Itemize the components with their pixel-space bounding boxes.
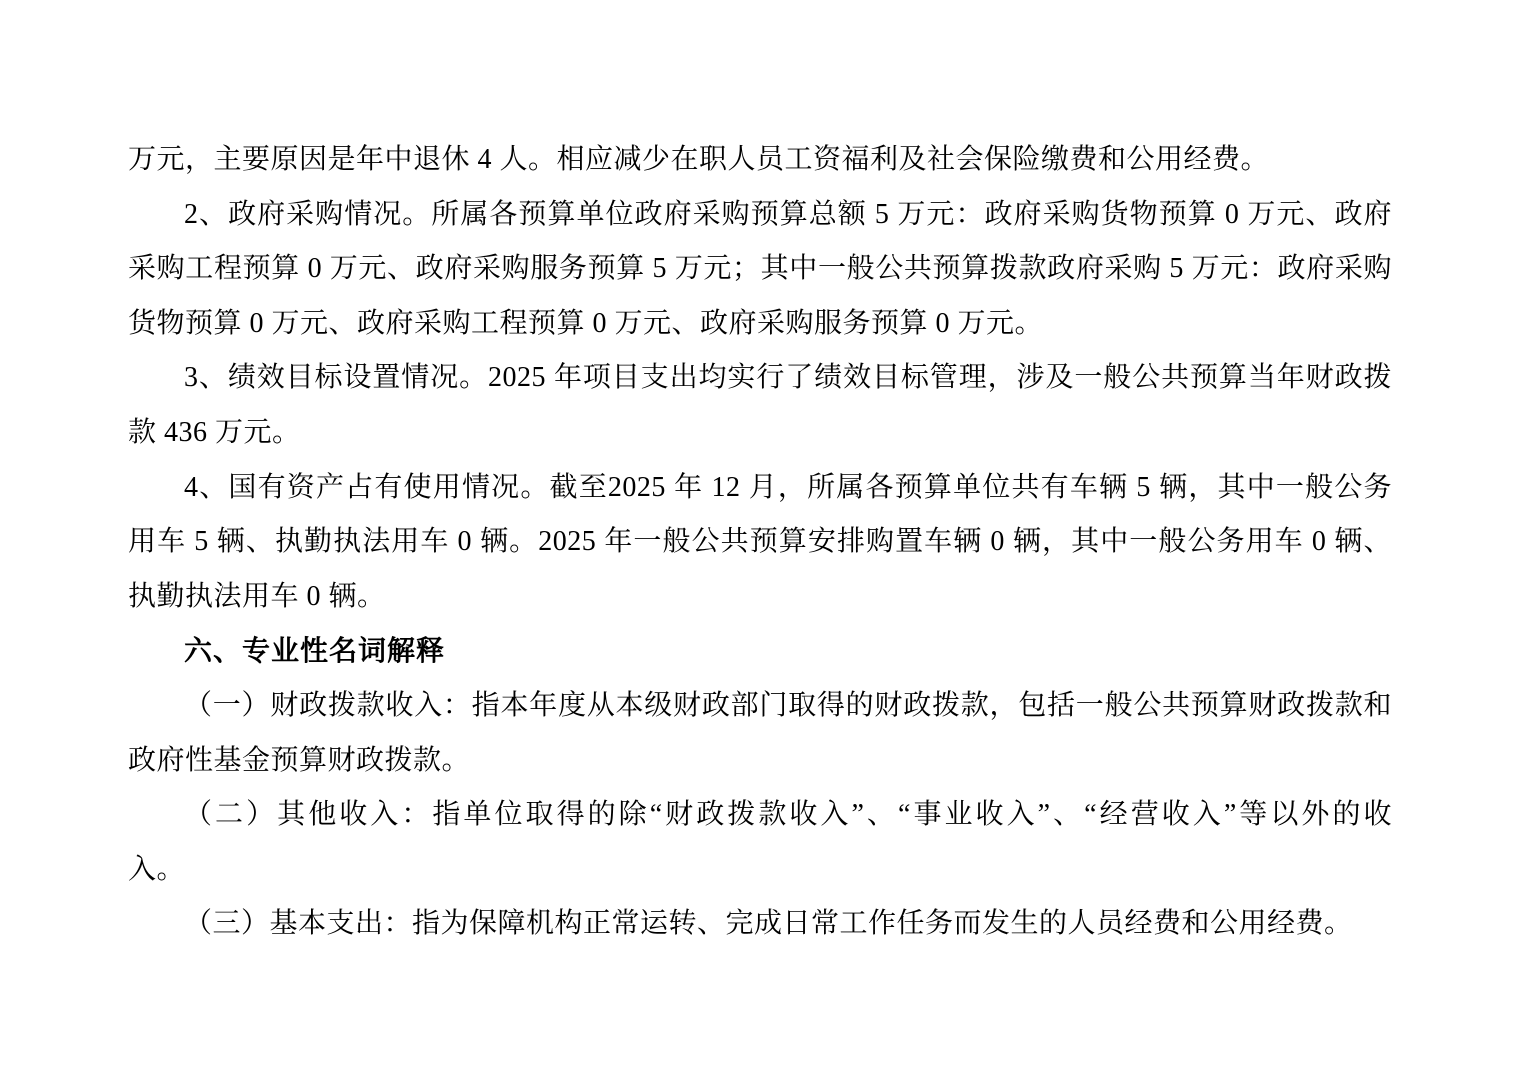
body-line: 4、国有资产占有使用情况。截至2025 年 12 月，所属各预算单位共有车辆 5 辆，其中一般公务 (184, 471, 1392, 503)
body-line: 2、政府采购情况。所属各预算单位政府采购预算总额 5 万元：政府采购货物预算 0 万元、政府 (184, 198, 1392, 230)
body-line: 3、绩效目标设置情况。2025 年项目支出均实行了绩效目标管理，涉及一般公共预算当年财政拨 (184, 362, 1392, 394)
body-line: 用车 5 辆、执勤执法用车 0 辆。2025 年一般公共预算安排购置车辆 0 辆，其中一般公务用车 0 辆、 (128, 526, 1392, 558)
body-line: 采购工程预算 0 万元、政府采购服务预算 5 万元；其中一般公共预算拨款政府采购 5 万元：政府采购 (128, 253, 1392, 285)
body-line: 执勤执法用车 0 辆。 (128, 580, 386, 612)
document-text-block (128, 133, 1392, 952)
body-line: （三）基本支出：指为保障机构正常运转、完成日常工作任务而发生的人员经费和公用经费。 (184, 908, 1353, 940)
body-line: 货物预算 0 万元、政府采购工程预算 0 万元、政府采购服务预算 0 万元。 (128, 307, 1044, 339)
body-line: （二）其他收入：指单位取得的除“财政拨款收入”、“事业收入”、“经营收入”等以外的收 (184, 799, 1392, 831)
body-line: 万元，主要原因是年中退休 4 人。相应减少在职人员工资福利及社会保险缴费和公用经费。 (128, 144, 1270, 175)
body-line: （一）财政拨款收入：指本年度从本级财政部门取得的财政拨款，包括一般公共预算财政拨款和 (184, 689, 1392, 721)
section-heading: 六、专业性名词解释 (184, 635, 446, 667)
body-line: 款 436 万元。 (128, 416, 301, 448)
body-line: 政府性基金预算财政拨款。 (128, 744, 471, 776)
body-line: 入。 (128, 853, 186, 885)
